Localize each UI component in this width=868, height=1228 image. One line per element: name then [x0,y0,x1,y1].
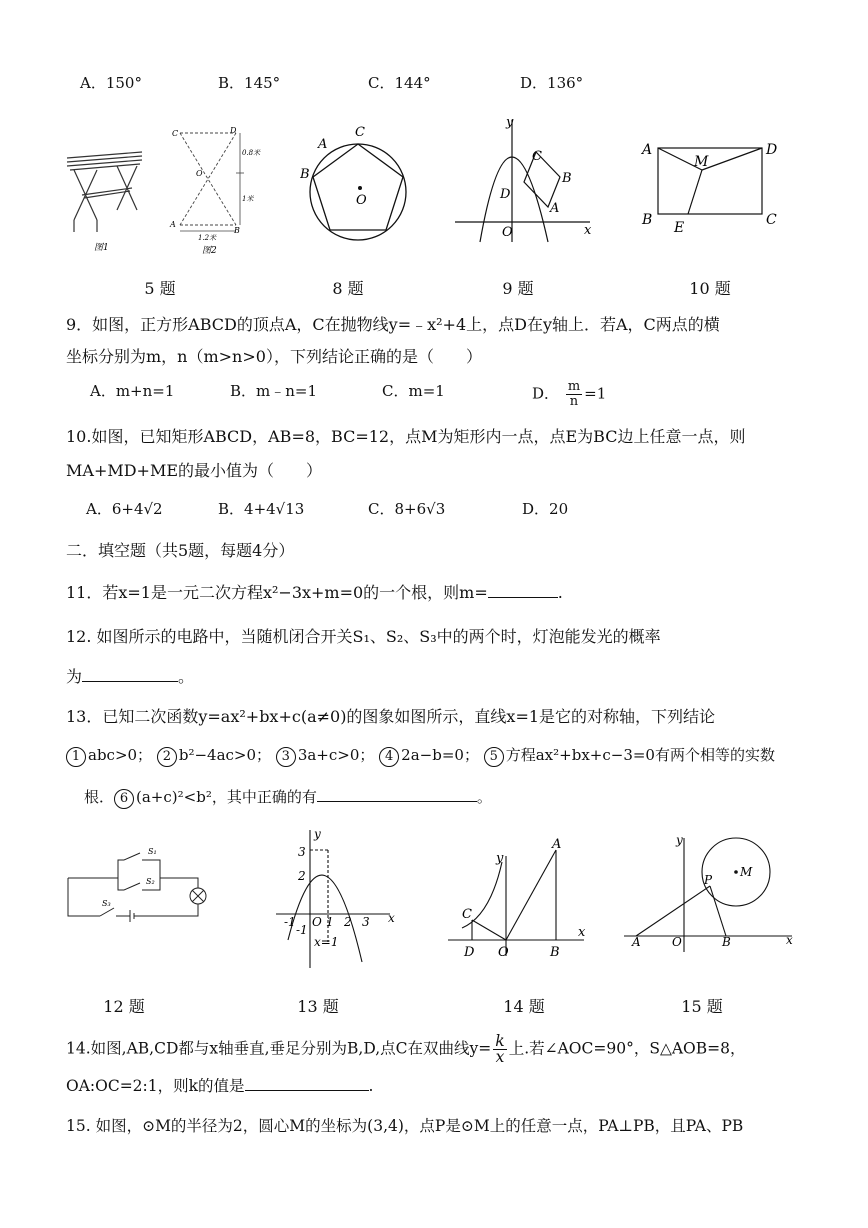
fig15-label-b: B [722,935,731,949]
fig15-label-m: M [740,865,753,879]
q14-fraction-den: x [495,1048,505,1066]
fig9-label-o: O [502,225,513,240]
q12-line2-text: 为 [66,667,83,686]
q14-fraction-num: k [495,1032,505,1050]
fig9-label-b: B [562,171,572,186]
q12-end: 。 [178,667,195,686]
fig14-label-x: x [578,925,586,940]
fig13-tick-3: 3 [298,845,306,859]
x-frame-figure [168,125,268,255]
fig12-label-s3: S₃ [102,899,111,908]
q9-option-d-label: D． [532,384,560,403]
fig14-label-y: y [496,851,504,866]
q15-line1: 15. 如图，⊙M的半径为2，圆心M的坐标为(3,4)，点P是⊙M上的任意一点，PA⊥PB，且PA、PB [66,1117,744,1135]
q12-line2 [66,664,194,687]
fig2-label-a: A [170,220,176,229]
q13-item2-num: 2 [157,747,177,767]
fig15-label-p: P [704,873,713,887]
fig14-label-c: C [462,907,472,922]
q9-option-d-denominator: n [569,394,579,409]
circuit-figure [62,840,222,930]
q14-answer-blank[interactable] [245,1076,369,1091]
fig12-label-s2: S₂ [146,877,155,886]
fig2-caption: 图2 [202,246,217,255]
fig13-tick-2x: 2 [344,915,352,929]
fig2-label-bottom: 1.2米 [198,234,217,242]
caption-q9: 9 题 [502,279,534,298]
fig2-label-c: C [172,129,179,138]
section-heading: 二．填空题（共5题，每题4分） [66,541,295,560]
fig13-tick-neg1-x: -1 [284,915,296,929]
fig15-label-x: x [786,933,793,947]
q9-option-d-numerator: m [567,379,581,394]
fig9-label-c: C [532,149,542,164]
caption-q5: 5 题 [144,279,176,298]
q13-item6-num: 6 [114,789,134,809]
q13-item4: 2a−b=0； [401,746,479,764]
drying-rack-figure [62,140,152,255]
q8-option-c: C．144° [368,74,431,92]
q11-answer-blank[interactable] [488,583,558,598]
q8-option-d: D．136° [520,74,584,92]
fig10-label-a: A [642,142,653,158]
fig9-label-a: A [550,201,560,216]
q9-option-a: A．m+n=1 [90,382,175,400]
q13-line3 [84,786,492,809]
q11-end: . [557,583,563,602]
circle-triangle-figure [618,832,798,958]
fig12-label-s1: S₁ [148,847,157,856]
fig2-label-o: O [196,169,203,178]
q13-item1-num: 1 [66,747,86,767]
q10-line1: 10.如图，已知矩形ABCD，AB=8，BC=12，点M为矩形内一点，点E为BC边上任意一点，则 [66,427,746,446]
fig14-label-d: D [464,945,475,960]
q9-line1: 9．如图，正方形ABCD的顶点A，C在抛物线y=﹣x²+4上，点D在y轴上．若A，C两点的横 [66,315,720,334]
fig14-label-b: B [550,945,560,960]
fig8-label-a: A [318,137,328,152]
caption-q13: 13 题 [297,997,339,1016]
fig13-tick-neg1-y: -1 [296,923,308,937]
fig8-label-o: O [356,193,367,208]
q12-line1: 12. 如图所示的电路中，当随机闭合开关S₁、S₂、S₃中的两个时，灯泡能发光的概率 [66,627,661,646]
caption-q8: 8 题 [332,279,364,298]
q9-line2: 坐标分别为m，n（m>n>0），下列结论正确的是（ ） [66,347,482,366]
q13-line3-text: 根． [84,788,115,806]
q14-line2 [66,1074,373,1096]
fig8-label-c: C [355,125,365,140]
q13-item3: 3a+c>0； [297,746,375,764]
q14-end: . [368,1077,374,1095]
q14-line1a: 14.如图,AB,CD都与x轴垂直,垂足分别为B,D,点C在双曲线y= [66,1039,492,1058]
q9-option-d [532,380,606,409]
q13-item1: abc>0； [88,746,153,764]
q9-option-b: B．m﹣n=1 [230,382,318,400]
fig13-tick-3x: 3 [362,915,370,929]
q12-answer-blank[interactable] [82,667,178,682]
q13-item2: b²−4ac>0； [178,746,272,764]
q13-line1: 13．已知二次函数y=ax²+bx+c(a≠0)的图象如图所示，直线x=1是它的对称轴，下列结论 [66,707,716,726]
hyperbola-figure [442,836,590,962]
q14-line2-text: OA:OC=2:1，则k的值是 [66,1077,245,1095]
q9-option-d-fraction [566,380,582,409]
fig2-label-mid: 1米 [242,195,254,203]
fig13-label-o: O [312,915,322,929]
q13-item3-num: 3 [276,747,296,767]
caption-q14: 14 题 [503,997,545,1016]
rectangle-figure [638,140,788,235]
fig14-label-a: A [552,837,562,852]
q10-line2: MA+MD+ME的最小值为（ ） [66,461,323,480]
fig15-label-o: O [672,935,682,949]
caption-q10: 10 题 [689,279,731,298]
fig13-label-y: y [314,827,321,841]
fig9-label-d: D [500,187,511,202]
fig15-label-y: y [676,833,683,847]
q13-item4-num: 4 [379,747,399,767]
fig10-label-b: B [642,212,653,228]
q10-option-a: A．6+4√2 [86,500,163,518]
pentagon-circle-figure [300,122,415,242]
fig13-tick-2: 2 [298,869,306,883]
fig8-label-b: B [300,167,310,182]
q13-items [66,744,775,767]
q14-line1b: 上.若∠AOC=90°，S△AOB=8， [508,1039,746,1058]
fig9-label-x: x [584,223,592,238]
q9-option-c: C．m=1 [382,382,445,400]
q10-option-c: C．8+6√3 [368,500,446,518]
q14-line1 [66,1034,746,1065]
q13-end: 。 [476,788,492,806]
caption-q12: 12 题 [103,997,145,1016]
fig10-label-e: E [674,220,685,235]
fig2-label-d: D [230,126,237,135]
caption-q15: 15 题 [681,997,723,1016]
q13-answer-blank[interactable] [317,787,477,802]
q11-text: 11．若x=1是一元二次方程x²−3x+m=0的一个根，则m= [66,583,488,602]
fig2-label-top: 0.8米 [242,149,261,157]
fig13-tick-1: 1 [326,915,334,929]
fig10-label-c: C [766,212,777,228]
q14-fraction [493,1034,506,1065]
fig10-label-m: M [694,154,709,170]
q8-option-b: B．145° [218,74,281,92]
q9-option-d-rest: =1 [584,384,607,403]
fig14-label-o: O [498,945,509,960]
q13-item5: 方程ax²+bx+c−3=0有两个相等的实数 [505,746,775,764]
fig13-axis-label: x=1 [314,935,339,949]
q10-option-d: D．20 [522,500,569,518]
fig2-label-b: B [234,226,240,235]
quadratic-graph-figure [268,822,403,972]
fig15-label-a: A [632,935,641,949]
q11-line [66,580,563,603]
fig1-caption: 图1 [94,243,109,253]
q10-option-b: B．4+4√13 [218,500,305,518]
fig13-label-x: x [388,911,395,925]
q13-item6: (a+c)²<b²，其中正确的有 [136,788,317,806]
q13-item5-num: 5 [484,747,504,767]
parabola-square-figure [450,112,600,247]
fig10-label-d: D [766,142,778,158]
q8-option-a: A．150° [80,74,142,92]
fig9-label-y: y [506,115,514,130]
